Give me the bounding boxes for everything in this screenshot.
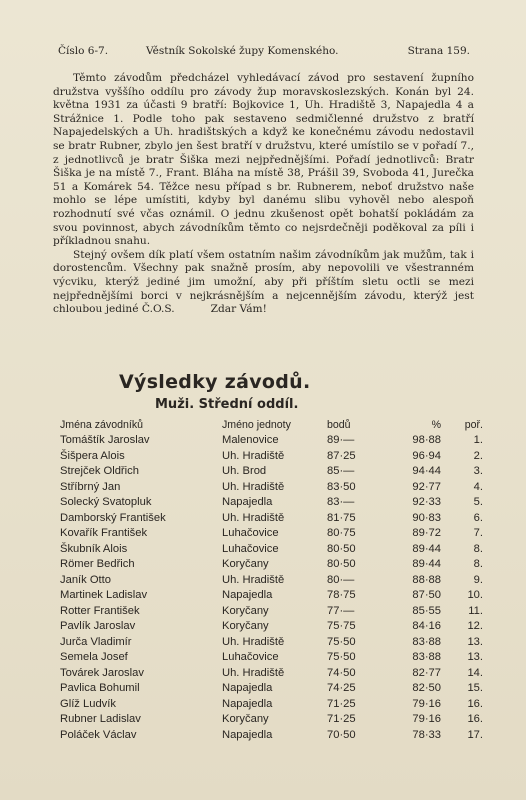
rank-value: 7. [473, 527, 483, 540]
unit-name: Luhačovice [222, 527, 279, 540]
percent-value: 92·77 [412, 480, 441, 493]
points-value: 80·50 [327, 558, 356, 571]
article-body [53, 72, 474, 317]
table-row [60, 681, 483, 697]
competitor-name: Glíž Ludvík [60, 697, 116, 710]
competitor-name: Poláček Václav [60, 728, 137, 741]
unit-name: Koryčany [222, 620, 269, 633]
competitor-name: Stříbrný Jan [60, 480, 121, 493]
rank-value: 10. [467, 589, 483, 602]
rank-value: 5. [473, 496, 483, 509]
column-header-points: bodů [327, 418, 351, 431]
percent-value: 96·94 [412, 449, 441, 462]
rank-value: 2. [473, 449, 483, 462]
points-value: 70·50 [327, 728, 356, 741]
rank-value: 12. [467, 620, 483, 633]
rank-value: 15. [467, 682, 483, 695]
points-value: 87·25 [327, 449, 356, 462]
percent-value: 85·55 [412, 604, 441, 617]
unit-name: Uh. Hradiště [222, 480, 285, 493]
table-row [60, 557, 483, 573]
unit-name: Napajedla [222, 682, 273, 695]
table-row [60, 603, 483, 619]
percent-value: 92·33 [412, 496, 441, 509]
results-title: Výsledky závodů. [119, 371, 311, 393]
table-row [60, 619, 483, 635]
table-row [60, 650, 483, 666]
points-value: 75·50 [327, 651, 356, 664]
percent-value: 87·50 [412, 589, 441, 602]
points-value: 74·50 [327, 666, 356, 679]
rank-value: 8. [473, 558, 483, 571]
rank-value: 1. [473, 434, 483, 447]
table-row [60, 572, 483, 588]
table-row [60, 510, 483, 526]
percent-value: 98·88 [412, 434, 441, 447]
table-header-row [60, 417, 483, 433]
unit-name: Luhačovice [222, 651, 279, 664]
rank-value: 14. [467, 666, 483, 679]
unit-name: Malenovice [222, 434, 279, 447]
competitor-name: Továrek Jaroslav [60, 666, 144, 679]
unit-name: Napajedla [222, 589, 273, 602]
closing-salutation: Zdar Vám! [210, 303, 267, 316]
competitor-name: Tomáštík Jaroslav [60, 434, 150, 447]
unit-name: Napajedla [222, 728, 273, 741]
percent-value: 89·44 [412, 542, 441, 555]
paragraph-text: Stejný ovšem dík platí všem ostatním našim závodníkům jak mužům, tak i dorostencům. Všechny pak snažně prosím, aby nepovolili ve všestranném výcviku, kterýž jediné jim umožní, aby při příštím sletu octli se mezi nejpřednějšími borci v nejkrásnějším a nejcennějším závodu, kterýž jest chloubou jediné Č.O.S. [53, 248, 474, 316]
points-value: 80·50 [327, 542, 356, 555]
table-row [60, 541, 483, 557]
table-row [60, 634, 483, 650]
percent-value: 89·44 [412, 558, 441, 571]
unit-name: Koryčany [222, 604, 269, 617]
table-row [60, 448, 483, 464]
points-value: 71·25 [327, 697, 356, 710]
points-value: 85·— [327, 465, 355, 478]
points-value: 75·75 [327, 620, 356, 633]
rank-value: 9. [473, 573, 483, 586]
unit-name: Uh. Hradiště [222, 511, 285, 524]
unit-name: Uh. Hradiště [222, 573, 285, 586]
percent-value: 82·50 [412, 682, 441, 695]
rank-value: 16. [467, 697, 483, 710]
table-row [60, 526, 483, 542]
table-row [60, 588, 483, 604]
paragraph: Těmto závodům předcházel vyhledávací závod pro sestavení župního družstva vyššího oddílu pro závody žup moravskoslezských. Konán byl 24. května 1931 za účasti 9 bratří: Bojkovice 1, Uh. Hradiště 3, Napajedla 4 a Strážnice 1. Podle toho pak sestaveno sedmičlenné družstvo z bratří Napajedelských a Uh. hradištských a když ke konečnému závodu nedostavil se bratr Rubner, zbylo jen šest bratří v družstvu, které umístilo se v pořadí 7., z jednotlivců je bratr Šiška mezi nejpřednějšími. Pořadí jednotlivců: Bratr Šiška je na místě 7., Frant. Bláha na místě 38, Prášil 39, Svoboda 41, Jurečka 51 a Komárek 54. Těžce nesu případ s br. Rubnerem, neboť družstvo naše mohlo se lépe umístiti, kdyby byl danému slibu vyhověl nebo alespoň rozhodnutí své včas oznámil. O jednu zkušenost opět bohatší pokládám za svou povinnost, abych závodníkům těmto co nejsrdečněji poděkoval za píli i příkladnou snahu. [53, 72, 474, 248]
results-subtitle: Muži. Střední oddíl. [155, 397, 299, 412]
table-row [60, 464, 483, 480]
table-row [60, 433, 483, 449]
page-number: Strana 159. [407, 45, 470, 57]
unit-name: Uh. Hradiště [222, 666, 285, 679]
paragraph [53, 249, 474, 317]
percent-value: 78·33 [412, 728, 441, 741]
rank-value: 17. [467, 728, 483, 741]
competitor-name: Semela Josef [60, 651, 128, 664]
percent-value: 84·16 [412, 620, 441, 633]
column-header-percent: % [431, 418, 441, 431]
competitor-name: Pavlica Bohumil [60, 682, 140, 695]
points-value: 83·50 [327, 480, 356, 493]
competitor-name: Rubner Ladislav [60, 713, 141, 726]
competitor-name: Pavlík Jaroslav [60, 620, 136, 633]
table-row [60, 665, 483, 681]
percent-value: 83·88 [412, 635, 441, 648]
percent-value: 90·83 [412, 511, 441, 524]
points-value: 74·25 [327, 682, 356, 695]
rank-value: 13. [467, 651, 483, 664]
competitor-name: Jurča Vladimír [60, 635, 132, 648]
competitor-name: Janík Otto [60, 573, 111, 586]
points-value: 75·50 [327, 635, 356, 648]
rank-value: 16. [467, 713, 483, 726]
results-body [60, 433, 483, 743]
competitor-name: Rotter František [60, 604, 140, 617]
unit-name: Uh. Hradiště [222, 449, 285, 462]
column-header-unit: Jméno jednoty [222, 418, 291, 431]
unit-name: Napajedla [222, 496, 273, 509]
percent-value: 94·44 [412, 465, 441, 478]
unit-name: Koryčany [222, 558, 269, 571]
competitor-name: Damborský František [60, 511, 166, 524]
percent-value: 79·16 [412, 697, 441, 710]
competitor-name: Römer Bedřich [60, 558, 135, 571]
rank-value: 8. [473, 542, 483, 555]
table-row [60, 727, 483, 743]
competitor-name: Martinek Ladislav [60, 589, 148, 602]
percent-value: 89·72 [412, 527, 441, 540]
points-value: 80·75 [327, 527, 356, 540]
rank-value: 6. [473, 511, 483, 524]
points-value: 89·— [327, 434, 355, 447]
points-value: 81·75 [327, 511, 356, 524]
percent-value: 83·88 [412, 651, 441, 664]
points-value: 80·— [327, 573, 355, 586]
percent-value: 88·88 [412, 573, 441, 586]
points-value: 83·— [327, 496, 355, 509]
competitor-name: Šišpera Alois [60, 449, 125, 462]
column-header-rank: poř. [464, 418, 483, 431]
table-row [60, 696, 483, 712]
table-row [60, 495, 483, 511]
table-row [60, 712, 483, 728]
rank-value: 4. [473, 480, 483, 493]
column-header-name: Jména závodníků [60, 418, 144, 431]
unit-name: Luhačovice [222, 542, 279, 555]
competitor-name: Strejček Oldřich [60, 465, 139, 478]
rank-value: 3. [473, 465, 483, 478]
rank-value: 13. [467, 635, 483, 648]
unit-name: Uh. Brod [222, 465, 267, 478]
points-value: 77·— [327, 604, 355, 617]
competitor-name: Solecký Svatopluk [60, 496, 152, 509]
rank-value: 11. [468, 604, 483, 617]
points-value: 78·75 [327, 589, 356, 602]
table-row [60, 479, 483, 495]
competitor-name: Kovařík František [60, 527, 148, 540]
issue-number: Číslo 6-7. [58, 45, 109, 57]
unit-name: Napajedla [222, 697, 273, 710]
percent-value: 82·77 [412, 666, 441, 679]
competitor-name: Škubník Alois [60, 542, 128, 555]
points-value: 71·25 [327, 713, 356, 726]
percent-value: 79·16 [412, 713, 441, 726]
unit-name: Uh. Hradiště [222, 635, 285, 648]
unit-name: Koryčany [222, 713, 269, 726]
journal-title: Věstník Sokolské župy Komenského. [146, 45, 339, 57]
results-table [60, 417, 483, 743]
